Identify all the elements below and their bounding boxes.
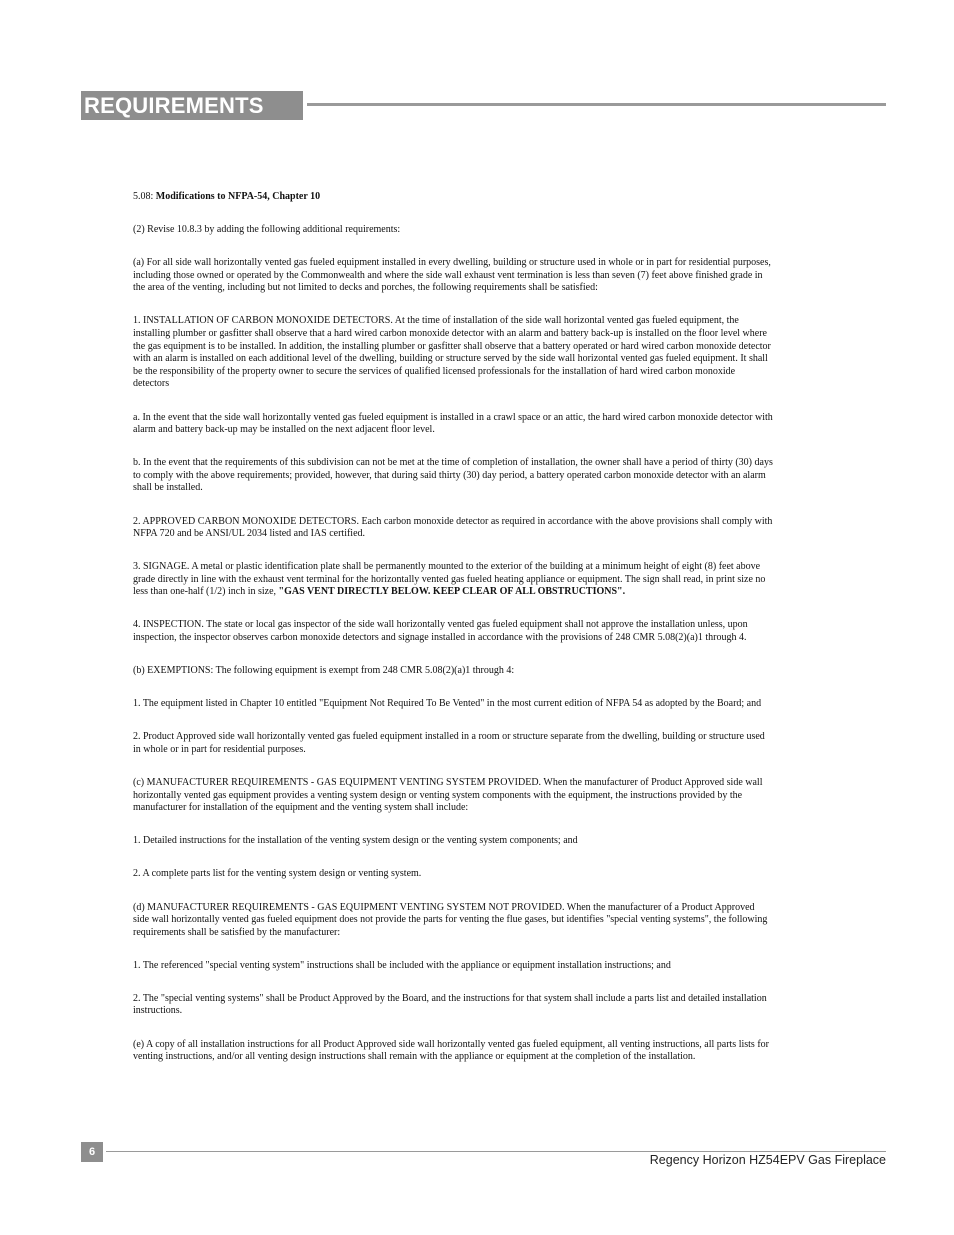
signage-warning: "GAS VENT DIRECTLY BELOW. KEEP CLEAR OF ALL OBSTRUCTIONS".	[278, 586, 626, 598]
footer-product-title: Regency Horizon HZ54EPV Gas Fireplace	[649, 1153, 886, 1167]
paragraph: 1. INSTALLATION OF CARBON MONOXIDE DETECTORS. At the time of installation of the side wall horizontal vented gas fueled equipment, the installing plumber or gasfitter shall observe that a hard wired carbon monoxide detector with an alarm and battery back-up is installed on the floor level where the gas equipment is to be installed. In addition, the installing plumber or gasfitter shall observe that a battery operated or hard wired carbon monoxide detector with an alarm is installed on each additional level of the dwelling, building or structure served by the side wall horizontal vented gas fueled equipment. It shall be the responsibility of the property owner to secure the services of qualified licensed professionals for the installation of hard wired carbon monoxide detectors	[133, 315, 771, 390]
paragraph: a. In the event that the side wall horizontally vented gas fueled equipment is installed in a crawl space or an attic, the hard wired carbon monoxide detector with alarm and battery back-up may be installed on the next adjacent floor level.	[133, 411, 773, 436]
document-body	[133, 191, 773, 1084]
paragraph: 2. A complete parts list for the venting system design or venting system.	[133, 868, 422, 880]
section-number: 5.08:	[133, 191, 156, 202]
signage-text: 3. SIGNAGE. A metal or plastic identification plate shall be permanently mounted to the exterior of the building at a minimum height of eight (8) feet above grade directly in line with the exhaust vent terminal for the horizontally vented gas fueled heating appliance or equipment. The sign shall read, in print size no less than one-half (1/2) inch in size,	[133, 561, 766, 598]
paragraph: 2. The "special venting systems" shall be Product Approved by the Board, and the instructions for that system shall include a parts list and detailed installation instructions.	[133, 992, 767, 1017]
section-title: Modifications to NFPA-54, Chapter 10	[155, 191, 321, 202]
paragraph: (e) A copy of all installation instructions for all Product Approved side wall horizontally vented gas fueled equipment, all venting instructions, all parts lists for venting instructions, and/or all venting design instructions shall remain with the appliance or equipment at the completion of the installation.	[133, 1038, 769, 1063]
paragraph: (d) MANUFACTURER REQUIREMENTS - GAS EQUIPMENT VENTING SYSTEM NOT PROVIDED. When the manufacturer of a Product Approved side wall horizontally vented gas fueled equipment does not provide the parts for venting the flue gases, but identifies "special venting systems", the following requirements shall be satisfied by the manufacturer:	[133, 901, 768, 938]
section-heading	[133, 191, 773, 204]
paragraph: 4. INSPECTION. The state or local gas inspector of the side wall horizontally vented gas fueled equipment shall not approve the installation unless, upon inspection, the inspector observes carbon monoxide detectors and signage installed in accordance with the provisions of 248 CMR 5.08(2)(a)1 through 4.	[133, 619, 748, 644]
paragraph: 1. The referenced "special venting system" instructions shall be included with the appliance or equipment installation instructions; and	[133, 959, 671, 971]
paragraph: 2. APPROVED CARBON MONOXIDE DETECTORS. Each carbon monoxide detector as required in accordance with the above provisions shall comply with NFPA 720 and be ANSI/UL 2034 listed and IAS certified.	[133, 515, 773, 540]
paragraph: (2) Revise 10.8.3 by adding the following additional requirements:	[133, 224, 401, 236]
paragraph: 2. Product Approved side wall horizontally vented gas fueled equipment installed in a room or structure separate from the dwelling, building or structure used in whole or in part for residential purposes.	[133, 731, 765, 755]
paragraph: 1. Detailed instructions for the installation of the venting system design or the venting system components; and	[133, 835, 578, 847]
paragraph: (b) EXEMPTIONS: The following equipment is exempt from 248 CMR 5.08(2)(a)1 through 4:	[133, 665, 515, 677]
paragraph-signage	[133, 561, 773, 599]
paragraph: (c) MANUFACTURER REQUIREMENTS - GAS EQUIPMENT VENTING SYSTEM PROVIDED. When the manufacturer of Product Approved side wall horizontally vented gas equipment provides a venting system design or venting system components with the equipment, the instructions provided by the manufacturer for installation of the equipment and the venting system shall include:	[133, 777, 763, 814]
paragraph: 1. The equipment listed in Chapter 10 entitled "Equipment Not Required To Be Vented" in the most current edition of NFPA 54 as adopted by the Board; and	[133, 698, 762, 710]
footer-divider	[106, 1151, 886, 1152]
header-divider	[307, 103, 886, 106]
section-header-title: REQUIREMENTS	[81, 91, 303, 120]
page-number: 6	[81, 1142, 103, 1162]
paragraph: (a) For all side wall horizontally vented gas fueled equipment installed in every dwelling, building or structure used in whole or in part for residential purposes, including those owned or operated by the Commonwealth and where the side wall exhaust vent termination is less than seven (7) feet above finished grade in the area of the venting, including but not limited to decks and porches, the following requirements shall be satisfied:	[133, 257, 771, 294]
paragraph: b. In the event that the requirements of this subdivision can not be met at the time of completion of installation, the owner shall have a period of thirty (30) days to comply with the above requirements; provided, however, that during said thirty (30) day period, a battery operated carbon monoxide detector with an alarm shall be installed.	[133, 457, 773, 494]
